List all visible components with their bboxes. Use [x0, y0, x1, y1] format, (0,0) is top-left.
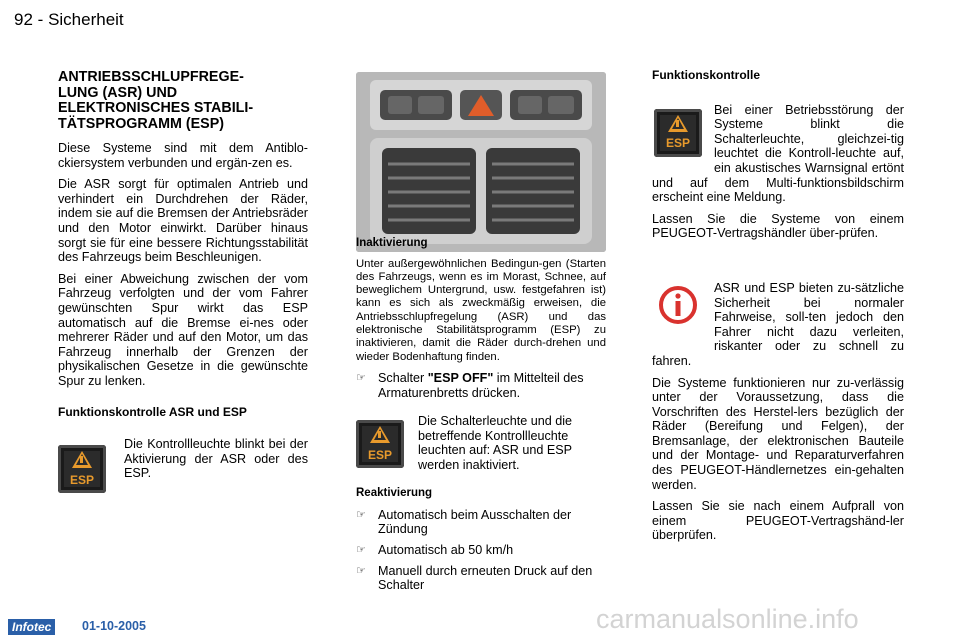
- column-right: [652, 68, 904, 550]
- paragraph: Diese Systeme sind mit dem Antiblo-ckiersystem verbunden und ergän-zen es.: [58, 141, 308, 170]
- subheading: Funktionskontrolle ASR und ESP: [58, 404, 247, 419]
- section-title: Sicherheit: [48, 10, 124, 29]
- malfunction-block: [652, 103, 904, 205]
- page-header: [14, 10, 124, 30]
- paragraph: Bei einer Betriebsstörung der Systeme blinkt die Schalterleuchte, gleichzei-tig leuchtet die Kontroll-leuchte auf, ein akustisches Warnsignal ertönt und auf dem Multi-funktionsbildschirm erscheint eine Meldung.: [652, 102, 904, 205]
- subheading-funktionskontrolle: Funktionskontrolle: [652, 68, 760, 82]
- hand-pointer-icon: ☞: [356, 564, 366, 577]
- paragraph: ASR und ESP bieten zu-sätzliche Sicherheit bei normaler Fahrweise, soll-ten jedoch den Fahrer nicht dazu verleiten, riskanter oder zu schnell zu fahren.: [652, 280, 904, 368]
- paragraph: Lassen Sie die Systeme von einem PEUGEOT-Vertragshändler über-prüfen.: [652, 211, 904, 241]
- esp-warning-icon: ESP: [356, 420, 404, 468]
- list-item: ☞ Automatisch ab 50 km/h: [356, 542, 514, 557]
- info-block: [652, 281, 904, 369]
- subheading-reaktivierung: Reaktivierung: [356, 487, 433, 500]
- list-item: ☞ Automatisch beim Ausschalten der Zündung: [356, 507, 572, 537]
- paragraph: Die ASR sorgt für optimalen Antrieb und verhindert ein Durchdrehen der Räder, indem sie auf die Bremsen der Antriebsräder und den Motor einwirkt. Darüber hinaus sorgt sie für eine bessere Richtungsstabilität des Fahrzeugs beim Beschleunigen.: [58, 177, 308, 265]
- subheading-inaktivierung: Inaktivierung: [356, 237, 428, 249]
- switch-name: "ESP OFF": [427, 370, 494, 385]
- column-middle: [356, 236, 606, 599]
- info-icon: [658, 285, 698, 325]
- print-date: 01-10-2005: [82, 619, 146, 633]
- icon-description: Die Schalterleuchte und die betreffende Kontrollleuchte leuchten auf: ASR und ESP werden inaktiviert.: [418, 414, 573, 472]
- watermark: carmanualsonline.info: [596, 604, 859, 634]
- list-item: ☞ Schalter "ESP OFF" im Mittelteil des Armaturenbretts drücken.: [356, 370, 584, 400]
- header-separator: -: [37, 10, 44, 29]
- paragraph: Die Systeme funktionieren nur zu-verlässig unter der Voraussetzung, dass die Vorschriften des Herstel-lers bezüglich der Räder (Bereifung und Felgen), der Bremsanlage, der elektronischen Bauteile und der Montage- und Reparaturverfahren des PEUGEOT-Händlernetzes ein-gehalten werden.: [652, 375, 904, 492]
- column-left: [58, 70, 308, 497]
- section-heading: ANTRIEBSSCHLUPFREGE- LUNG (ASR) UND ELEKTRONISCHES STABILI- TÄTSPROGRAMM (ESP): [58, 69, 254, 132]
- hand-pointer-icon: ☞: [356, 543, 366, 556]
- page-number: 92: [14, 10, 33, 29]
- infotec-logo: Infotec: [8, 619, 55, 635]
- esp-off-block: [356, 414, 606, 474]
- paragraph: Unter außergewöhnlichen Bedingun-gen (Starten des Fahrzeugs, wenn es im Morast, Schnee, auf beweglichem Untergrund, usw. festgefahren ist) kann es sich als zweckmäßig erweisen, die Antriebsschlupfregelung (ASR) und das elektronische Stabilitätsprogramm (ESP) zu inaktivieren, damit die Räder durch-drehen und wieder Bodenhaftung finden.: [356, 257, 606, 363]
- icon-description: Die Kontrollleuchte blinkt bei der Aktivierung der ASR oder des ESP.: [124, 437, 308, 481]
- esp-info-block: [58, 437, 308, 497]
- esp-warning-icon: ESP: [654, 109, 702, 157]
- paragraph: Lassen Sie sie nach einem Aufprall von einem PEUGEOT-Vertragshänd-ler überprüfen.: [652, 499, 904, 543]
- hand-pointer-icon: ☞: [356, 508, 366, 521]
- esp-warning-icon: ESP: [58, 445, 106, 493]
- list-item: ☞ Manuell durch erneuten Druck auf den Schalter: [356, 563, 593, 593]
- dashboard-photo: [356, 72, 606, 252]
- paragraph: Bei einer Abweichung zwischen der vom Fahrzeug verfolgten und der vom Fahrer gewünschten Spur wirkt das ESP automatisch auf die Bremse ei-nes oder mehrerer Räder und auf den Motor, um das Fahrzeug innerhalb der Grenzen der physikalischen Gesetze in die gewünschte Spur zu lenken.: [58, 271, 308, 388]
- hand-pointer-icon: ☞: [356, 371, 366, 384]
